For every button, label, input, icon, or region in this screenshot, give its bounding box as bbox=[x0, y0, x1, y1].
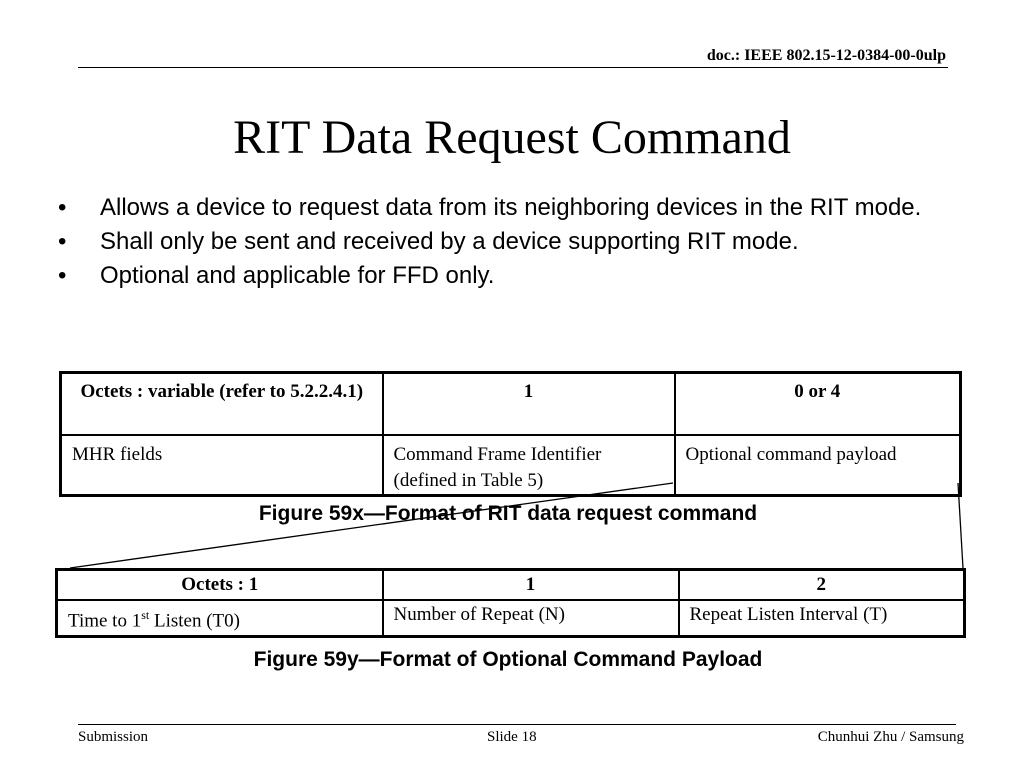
superscript: st bbox=[141, 608, 150, 622]
table-header-row bbox=[57, 570, 965, 601]
header-cell: 1 bbox=[383, 373, 675, 436]
footer-author: Chunhui Zhu / Samsung bbox=[817, 729, 964, 745]
table-cell: Number of Repeat (N) bbox=[383, 600, 679, 637]
table-cell bbox=[57, 600, 383, 637]
cell-text: Listen (T0) bbox=[149, 610, 240, 632]
bullet-dot: • bbox=[58, 262, 67, 289]
bullet-text: Shall only be sent and received by a device supporting RIT mode. bbox=[100, 228, 799, 255]
table-cell: Optional command payload bbox=[675, 435, 961, 496]
document-id: doc.: IEEE 802.15-12-0384-00-0ulp bbox=[706, 47, 946, 64]
bullet-dot: • bbox=[58, 228, 67, 255]
connector-line-right bbox=[958, 483, 963, 568]
cell-text: Time to 1 bbox=[68, 610, 142, 632]
bullet-text: Allows a device to request data from its neighboring devices in the RIT mode. bbox=[100, 194, 922, 221]
header-cell: 2 bbox=[679, 570, 965, 601]
header-cell: 1 bbox=[383, 570, 679, 601]
connector-line-left bbox=[70, 483, 673, 568]
footer-submission: Submission bbox=[78, 729, 149, 745]
footer-rule bbox=[78, 724, 956, 725]
footer-slide-number: Slide 18 bbox=[487, 729, 537, 745]
table-cell: Repeat Listen Interval (T) bbox=[679, 600, 965, 637]
header-cell: Octets : 1 bbox=[57, 570, 383, 601]
header-cell: Octets : variable (refer to 5.2.2.4.1) bbox=[61, 373, 383, 436]
bullet-dot: • bbox=[58, 194, 67, 221]
table-cell: Command Frame Identifier (defined in Table 5) bbox=[383, 435, 675, 496]
table-cell: MHR fields bbox=[61, 435, 383, 496]
bullet-text: Optional and applicable for FFD only. bbox=[100, 262, 495, 289]
figure-59x-caption: Figure 59x—Format of RIT data request command bbox=[258, 502, 758, 525]
figure-59y-caption: Figure 59y—Format of Optional Command Payload bbox=[253, 648, 763, 671]
slide-title: RIT Data Request Command bbox=[233, 111, 791, 164]
optional-payload-format-table bbox=[55, 568, 966, 638]
table-row bbox=[57, 600, 965, 637]
header-cell: 0 or 4 bbox=[675, 373, 961, 436]
